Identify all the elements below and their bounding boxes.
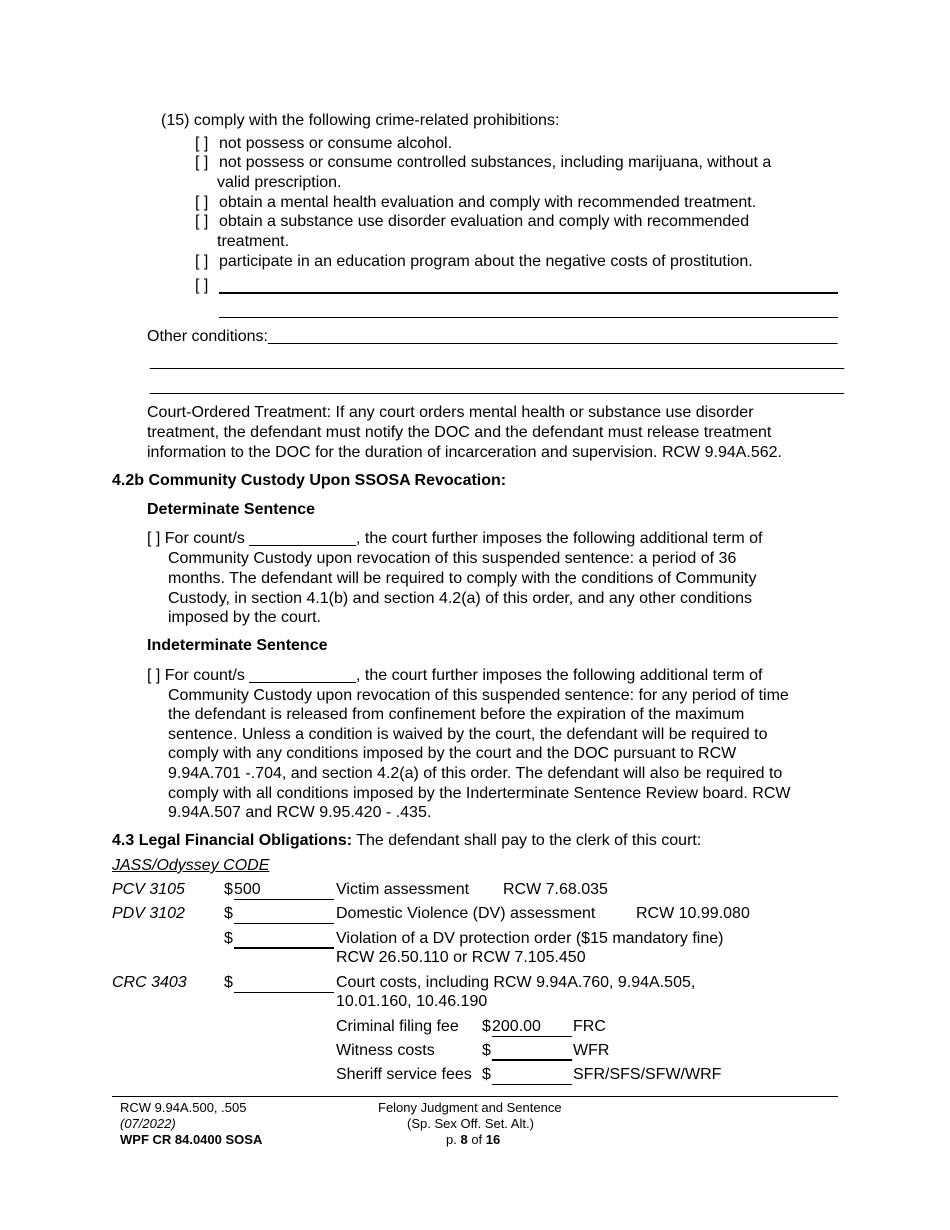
fee-desc-dv-order-rcw: RCW 26.50.110 or RCW 7.105.450 <box>336 949 586 966</box>
fee-desc-dv-order: Violation of a DV protection order ($15 mandatory fine) <box>336 930 724 947</box>
subfee-amount-filing[interactable]: 200.00 <box>492 1018 572 1037</box>
footer-rcw: RCW 9.94A.500, .505 <box>120 1100 247 1115</box>
fee-dollar-pdv: $ <box>224 905 233 922</box>
prohibition-substance-use: obtain a substance use disorder evaluation and comply with recommended <box>219 213 750 230</box>
determinate-line-1: [ ] For count/s ____________, the court further imposes the following additional term of <box>147 530 763 547</box>
section-4-3-text: The defendant shall pay to the clerk of this court: <box>352 832 702 849</box>
fee-dollar-crc: $ <box>224 974 233 991</box>
footer-page-total: 16 <box>485 1132 501 1147</box>
fee-code-crc: CRC 3403 <box>112 974 187 991</box>
footer-subtitle: (Sp. Sex Off. Set. Alt.) <box>407 1116 534 1131</box>
other-conditions-line-3[interactable]: ______________________________________________________________________________ <box>150 378 845 395</box>
footer-form-number: WPF CR 84.0400 SOSA <box>120 1132 263 1147</box>
checkbox-other-prohibition[interactable]: [ ] <box>195 277 209 294</box>
fee-desc-pdv: Domestic Violence (DV) assessment <box>336 905 596 922</box>
other-prohibition-line[interactable] <box>219 292 838 294</box>
subfee-label-filing: Criminal filing fee <box>336 1018 459 1035</box>
checkbox-mental-health[interactable]: [ ] <box>195 194 209 211</box>
fee-dollar-pcv: $ <box>224 881 233 898</box>
indeterminate-line-8: 9.94A.507 and RCW 9.95.420 - .435. <box>168 804 432 821</box>
subfee-code-sheriff: SFR/SFS/SFW/WRF <box>573 1066 722 1083</box>
subfee-label-witness: Witness costs <box>336 1042 435 1059</box>
determinate-heading: Determinate Sentence <box>147 501 316 518</box>
indeterminate-line-5: comply with any conditions imposed by the court and the DOC pursuant to RCW <box>168 745 737 762</box>
fee-desc-crc-cont: 10.01.160, 10.46.190 <box>336 993 488 1010</box>
footer-page-of: of <box>467 1132 486 1147</box>
section-4-3-heading-row <box>112 832 701 850</box>
determinate-line-4: Custody, in section 4.1(b) and section 4.2(a) of this order, and any other conditions <box>168 590 753 607</box>
court-ordered-treatment-line-2: treatment, the defendant must notify the DOC and the defendant must release treatment <box>147 424 772 441</box>
subfee-dollar-filing: $ <box>482 1018 491 1035</box>
fee-desc-crc: Court costs, including RCW 9.94A.760, 9.94A.505, <box>336 974 696 991</box>
other-conditions-text: Other conditions: <box>147 328 268 345</box>
determinate-line-5: imposed by the court. <box>168 609 321 626</box>
other-conditions-line[interactable]: ________________________________________________________________ <box>267 328 838 345</box>
footer-date: (07/2022) <box>120 1116 176 1131</box>
fee-dollar-dv-order: $ <box>224 930 233 947</box>
other-conditions-label <box>147 328 837 346</box>
checkbox-prostitution[interactable]: [ ] <box>195 253 209 270</box>
indeterminate-line-4: sentence. Unless a condition is waived by the court, the defendant will be required to <box>168 726 768 743</box>
code-header: JASS/Odyssey CODE <box>112 857 270 874</box>
court-ordered-treatment-line-3: information to the DOC for the duration of incarceration and supervision. RCW 9.94A.562. <box>147 444 782 461</box>
fee-amount-pdv[interactable] <box>234 905 334 924</box>
fee-rcw-pdv: RCW 10.99.080 <box>636 905 750 922</box>
checkbox-alcohol[interactable]: [ ] <box>195 135 209 152</box>
footer-divider <box>112 1096 838 1097</box>
fee-amount-crc[interactable] <box>234 974 334 993</box>
determinate-line-2: Community Custody upon revocation of this suspended sentence: a period of 36 <box>168 550 737 567</box>
prohibitions-intro: (15) comply with the following crime-related prohibitions: <box>161 112 560 129</box>
indeterminate-line-1: [ ] For count/s ____________, the court further imposes the following additional term of <box>147 667 763 684</box>
section-4-3-heading: 4.3 Legal Financial Obligations: <box>112 832 353 849</box>
prohibition-substance-use-cont: treatment. <box>217 233 290 250</box>
checkbox-controlled-substances[interactable]: [ ] <box>195 154 209 171</box>
prohibition-controlled-substances-cont: valid prescription. <box>217 174 342 191</box>
other-conditions-line-2[interactable]: ______________________________________________________________________________ <box>150 353 845 370</box>
checkbox-substance-use[interactable]: [ ] <box>195 213 209 230</box>
indeterminate-line-7: comply with all conditions imposed by the Inderterminate Sentence Review board. RCW <box>168 785 791 802</box>
subfee-dollar-witness: $ <box>482 1042 491 1059</box>
subfee-code-filing: FRC <box>573 1018 606 1035</box>
fee-code-pdv: PDV 3102 <box>112 905 185 922</box>
indeterminate-line-3: the defendant is released from confinement before the expiration of the maximum <box>168 706 745 723</box>
prohibition-alcohol: not possess or consume alcohol. <box>219 135 453 152</box>
fee-desc-pcv: Victim assessment <box>336 881 470 898</box>
other-prohibition-line-2[interactable] <box>219 317 838 318</box>
footer-page <box>446 1132 500 1147</box>
fee-amount-pcv[interactable]: 500 <box>234 881 334 900</box>
fee-code-pcv: PCV 3105 <box>112 881 185 898</box>
footer-page-num: 8 <box>460 1132 468 1147</box>
section-4-2b-heading: 4.2b Community Custody Upon SSOSA Revocation: <box>112 472 507 489</box>
prohibition-prostitution: participate in an education program about the negative costs of prostitution. <box>219 253 753 270</box>
footer-title: Felony Judgment and Sentence <box>378 1100 562 1115</box>
prohibition-mental-health: obtain a mental health evaluation and comply with recommended treatment. <box>219 194 757 211</box>
indeterminate-line-2: Community Custody upon revocation of this suspended sentence: for any period of time <box>168 687 789 704</box>
subfee-amount-witness[interactable] <box>492 1042 572 1061</box>
court-ordered-treatment-line-1: Court-Ordered Treatment: If any court orders mental health or substance use disorder <box>147 404 754 421</box>
fee-amount-dv-order[interactable] <box>234 930 334 949</box>
subfee-amount-sheriff[interactable] <box>492 1066 572 1085</box>
indeterminate-line-6: 9.94A.701 -.704, and section 4.2(a) of this order. The defendant will also be required to <box>168 765 783 782</box>
indeterminate-heading: Indeterminate Sentence <box>147 637 328 654</box>
determinate-line-3: months. The defendant will be required to comply with the conditions of Community <box>168 570 757 587</box>
subfee-dollar-sheriff: $ <box>482 1066 491 1083</box>
prohibition-controlled-substances: not possess or consume controlled substances, including marijuana, without a <box>219 154 772 171</box>
fee-rcw-pcv: RCW 7.68.035 <box>503 881 608 898</box>
subfee-label-sheriff: Sheriff service fees <box>336 1066 472 1083</box>
footer-page-prefix: p. <box>446 1132 461 1147</box>
subfee-code-witness: WFR <box>573 1042 610 1059</box>
